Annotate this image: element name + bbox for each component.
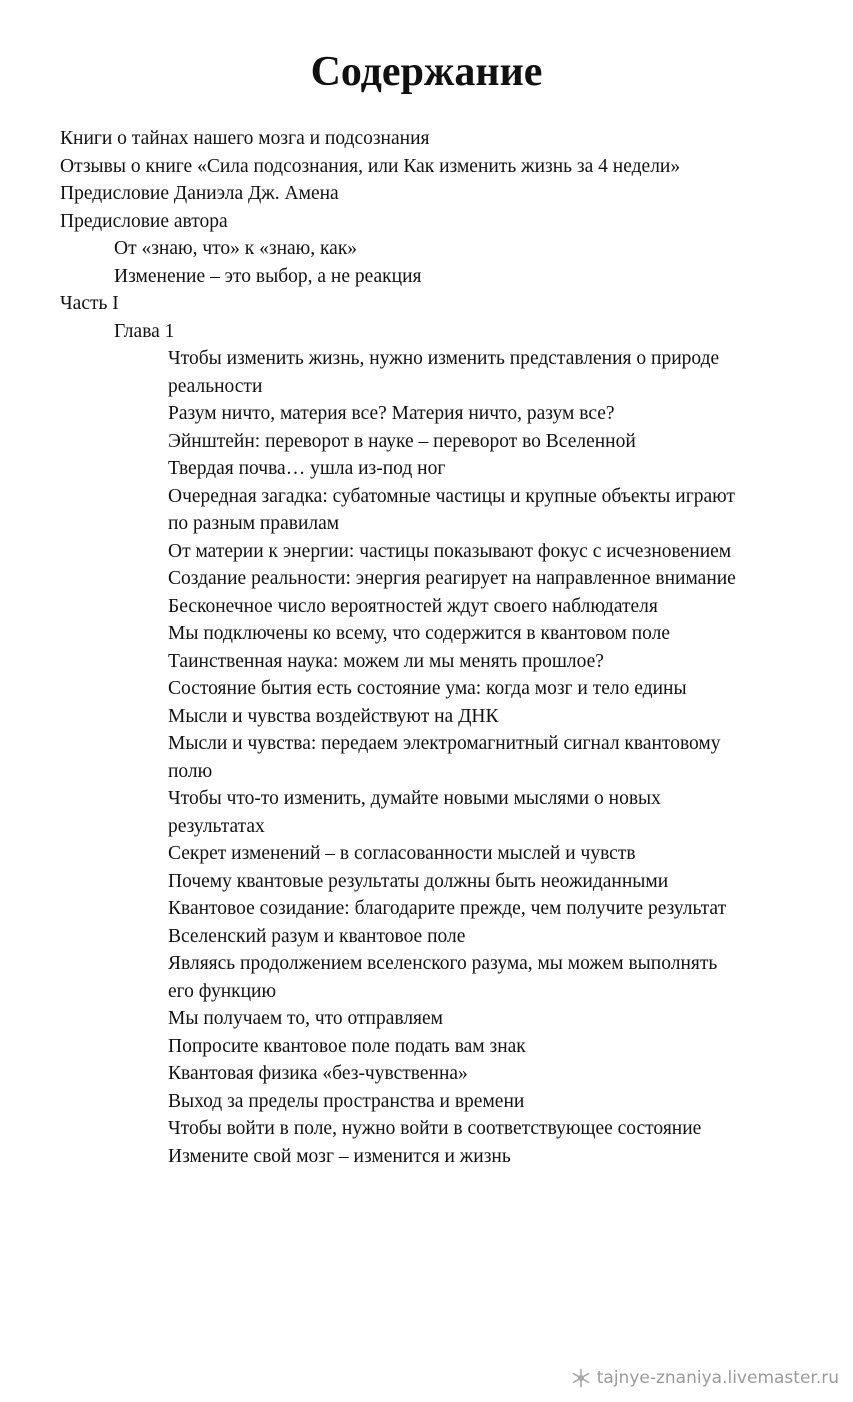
toc-entry: Состояние бытия есть состояние ума: когда мозг и тело едины: [168, 678, 687, 699]
toc-entry: Выход за пределы пространства и времени: [168, 1090, 525, 1112]
toc-entry: Предисловие автора: [60, 210, 228, 232]
toc-entry: Очередная загадка: субатомные частицы и крупные объекты играют по разным правилам: [168, 485, 735, 534]
toc-entry: Измените свой мозг – изменится и жизнь: [168, 1145, 511, 1167]
toc-entry: От материи к энергии: частицы показывают фокус с исчезновением: [168, 540, 732, 562]
toc-entry: От «знаю, что» к «знаю, как»: [114, 238, 358, 259]
toc-entry: Создание реальности: энергия реагирует на направленное внимание: [168, 568, 736, 589]
toc-entry: Являясь продолжением вселенского разума, мы можем выполнять его функцию: [168, 953, 718, 1002]
toc-entry: Вселенский разум и квантовое поле: [168, 925, 466, 947]
toc-entry: Разум ничто, материя все? Материя ничто, разум все?: [168, 403, 615, 424]
toc-entry: Почему квантовые результаты должны быть неожиданными: [168, 870, 669, 892]
snowflake-icon: [571, 1368, 591, 1388]
table-of-contents: [0, 125, 853, 1170]
toc-entry: Отзывы о книге «Сила подсознания, или Как изменить жизнь за 4 недели»: [60, 155, 681, 177]
toc-part-heading: Часть I: [60, 293, 119, 314]
watermark: [571, 1368, 839, 1388]
toc-entry: Мы получаем то, что отправляем: [168, 1008, 444, 1029]
toc-entry: Предисловие Даниэла Дж. Амена: [60, 183, 339, 204]
toc-entry: Попросите квантовое поле подать вам знак: [168, 1035, 526, 1057]
toc-entry: Мы подключены ко всему, что содержится в квантовом поле: [168, 623, 671, 644]
toc-chapter-heading: Глава 1: [114, 320, 175, 342]
toc-entry: Бесконечное число вероятностей ждут своего наблюдателя: [168, 595, 658, 617]
toc-entry: Секрет изменений – в согласованности мыслей и чувств: [168, 843, 636, 864]
toc-entry: Чтобы изменить жизнь, нужно изменить представления о природе реальности: [168, 348, 720, 397]
toc-entry: Изменение – это выбор, а не реакция: [114, 265, 422, 287]
page-title: Содержание: [310, 49, 543, 95]
toc-entry: Твердая почва… ушла из-под ног: [168, 458, 446, 479]
toc-entry: Эйнштейн: переворот в науке – переворот во Вселенной: [168, 430, 636, 452]
toc-entry: Квантовое созидание: благодарите прежде, чем получите результат: [168, 898, 727, 919]
toc-entry: Квантовая физика «без-чувственна»: [168, 1063, 468, 1084]
toc-entry: Книги о тайнах нашего мозга и подсознания: [60, 128, 430, 149]
toc-entry: Чтобы войти в поле, нужно войти в соответствующее состояние: [168, 1118, 702, 1139]
toc-entry: Мысли и чувства воздействуют на ДНК: [168, 705, 499, 727]
watermark-text: tajnye-znaniya.livemaster.ru: [596, 1368, 839, 1388]
toc-entry: Мысли и чувства: передаем электромагнитный сигнал квантовому полю: [168, 733, 721, 782]
toc-entry: Таинственная наука: можем ли мы менять прошлое?: [168, 650, 604, 672]
toc-entry: Чтобы что-то изменить, думайте новыми мыслями о новых результатах: [168, 788, 661, 837]
